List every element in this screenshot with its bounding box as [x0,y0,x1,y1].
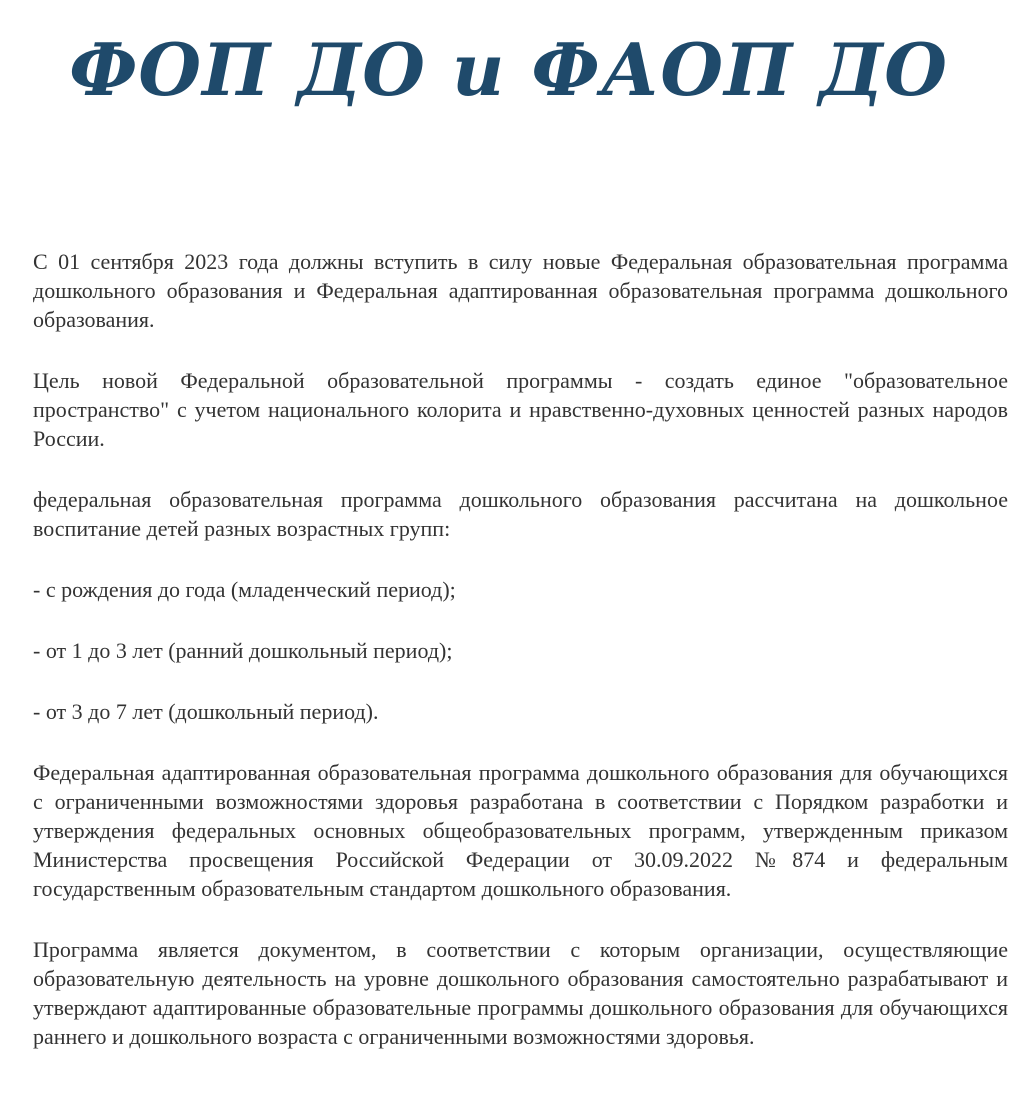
list-item-preschool: - от 3 до 7 лет (дошкольный период). [33,699,379,724]
paragraph-goal: Цель новой Федеральной образовательной программы - создать единое "образовательное пространство" с учетом национального колорита и нравственно-духовных ценностей разных народов России. [33,368,1008,451]
paragraph-adapted-program: Федеральная адаптированная образовательная программа дошкольного образования для обучающихся с ограниченными возможностями здоровья разработана в соответствии с Порядком разработки и утверждения федеральных основных общеобразовательных программ, утвержденным приказом Министерства просвещения Российской Федерации от 30.09.2022 №874 и федеральным государственным образовательным стандартом дошкольного образования. [33,760,1008,901]
list-item-early: - от 1 до 3 лет (ранний дошкольный период); [33,638,453,663]
document-body [33,247,1008,1051]
paragraph-age-groups: федеральная образовательная программа дошкольного образования рассчитана на дошкольное воспитание детей разных возрастных групп: [33,487,1008,541]
paragraph-intro: С 01 сентября 2023 года должны вступить в силу новые Федеральная образовательная программа дошкольного образования и Федеральная адаптированная образовательная программа дошкольного образования. [33,249,1008,332]
paragraph-program-document: Программа является документом, в соответствии с которым организации, осуществляющие образовательную деятельность на уровне дошкольного образования самостоятельно разрабатывают и утверждают адаптированные образовательные программы дошкольного образования для обучающихся раннего и дошкольного возраста с ограниченными возможностями здоровья. [33,937,1008,1049]
document-title: ФОП ДО и ФАОП ДО [69,27,948,112]
list-item-infancy: - с рождения до года (младенческий период); [33,577,456,602]
